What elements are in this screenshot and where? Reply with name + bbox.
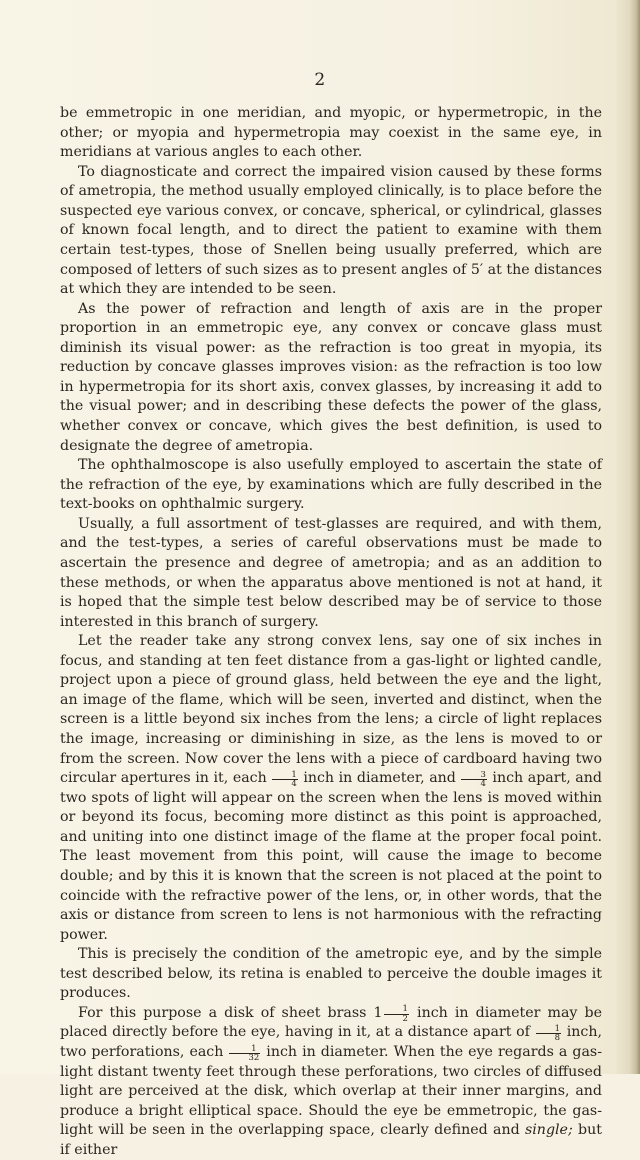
fraction [461,771,486,789]
paragraph [60,1004,602,1160]
text-run: inch, two perforations, each [60,1024,602,1060]
fraction [229,1045,260,1063]
text-run: The ophthalmoscope is also usefully employed to ascertain the state of the refraction of the eye, by examinations which are fully described in the text-books on ophthalmic surgery. [60,457,602,513]
fraction-denominator: 4 [480,779,486,790]
fraction-numerator: 1 [272,771,297,781]
text-run: As the power of refraction and length of axis are in the proper proportion in an emmetropic eye, any convex or concave glass must diminish its visual power: as the refraction is too great in myopia, its reduction by concave glasses improves vision: as the refraction is too low in hypermetropia for its short axis, convex glasses, by increasing it add to the visual power; and in describing these defects the power of the glass, whether convex or concave, which gives the best definition, is used to designate the degree of ametropia. [60,300,602,454]
text-run: This is precisely the condition of the ametropic eye, and by the simple test described below, its retina is enabled to perceive the double images it produces. [60,946,602,1002]
text-run: Let the reader take any strong convex lens, say one of six inches in focus, and standing at ten feet distance from a gas-light or lighted candle, project upon a piece of ground glass, held between the eye and the light, an image of the flame, which will be seen, inverted and distinct, when the screen is a little beyond six inches from the lens; a circle of light replaces the image, increasing or diminishing in size, as the lens is moved to or from the screen. Now cover the lens with a piece of cardboard having two circular apertures in it, each [60,633,602,787]
text-run: inch in diameter may be placed directly before the eye, having in it, at a distance apart of [60,1004,602,1041]
fraction [272,771,297,789]
fraction-numerator: 3 [461,771,486,781]
paragraph [60,515,602,632]
text-run: For this purpose a disk of sheet brass 1 [78,1004,383,1021]
fraction-denominator: 4 [291,779,297,790]
text-run: inch in diameter, and [298,770,461,787]
text-run: but if either [60,1122,602,1158]
text-run: Usually, a full assortment of test-glasses are required, and with them, and the test-types, a series of careful observations must be made to ascertain the presence and degree of ametropia; and as an addition to these methods, or when the apparatus above mentioned is not at hand, it is hoped that the simple test below described may be of service to those interested in this branch of surgery. [60,515,602,630]
text-run: inch apart, and two spots of light will appear on the screen when the lens is moved within or beyond its focus, becoming more distinct as this point is approached, and uniting into one distinct image of the flame at the proper focal point. The least movement from this point, will cause the image to become double; and by this it is known that the screen is not placed at the point to coincide with the refractive power of the lens, or, in other words, that the axis or distance from screen to lens is not harmonious with the refracting power. [60,770,602,943]
paragraph [60,456,602,515]
page-edge-shadow [630,0,640,1074]
body-text [60,104,602,1160]
paragraph [60,945,602,1004]
text-run: inch in diameter. When the eye regards a gas-light distant twenty feet through these perforations, two circles of diffused light are perceived at the disk, which overlap at their inner margins, and produce a bright elliptical space. Should the eye be emmetropic, the gas-light will be seen in the overlapping space, clearly defined and [60,1044,602,1139]
fraction-denominator: 8 [554,1033,561,1044]
paragraph [60,632,602,945]
fraction [384,1005,409,1023]
fraction-numerator: 1 [384,1005,409,1015]
fraction-denominator: 32 [248,1053,260,1063]
fraction-denominator: 2 [402,1013,408,1024]
paragraph [60,300,602,457]
paragraph [60,163,602,300]
text-run: To diagnosticate and correct the impaired vision caused by these forms of ametropia, the method usually employed clinically, is to place before the suspected eye various convex, or concave, spherical, or cylindrical, glasses of known focal length, and to direct the patient to examine with them certain test-types, those of Snellen being usually preferred, which are composed of letters of such sizes as to present angles of 5′ at the distances at which they are intended to be seen. [60,163,602,298]
page-number: 2 [314,70,326,90]
fraction [536,1025,561,1043]
italic-text: single; [524,1122,573,1139]
fraction-numerator: 1 [536,1025,561,1035]
paragraph [60,104,602,163]
fraction-numerator: 1 [229,1045,260,1055]
text-run: be emmetropic in one meridian, and myopic, or hypermetropic, in the other; or myopia and hypermetropia may coexist in the same eye, in meridians at various angles to each other. [60,105,602,161]
